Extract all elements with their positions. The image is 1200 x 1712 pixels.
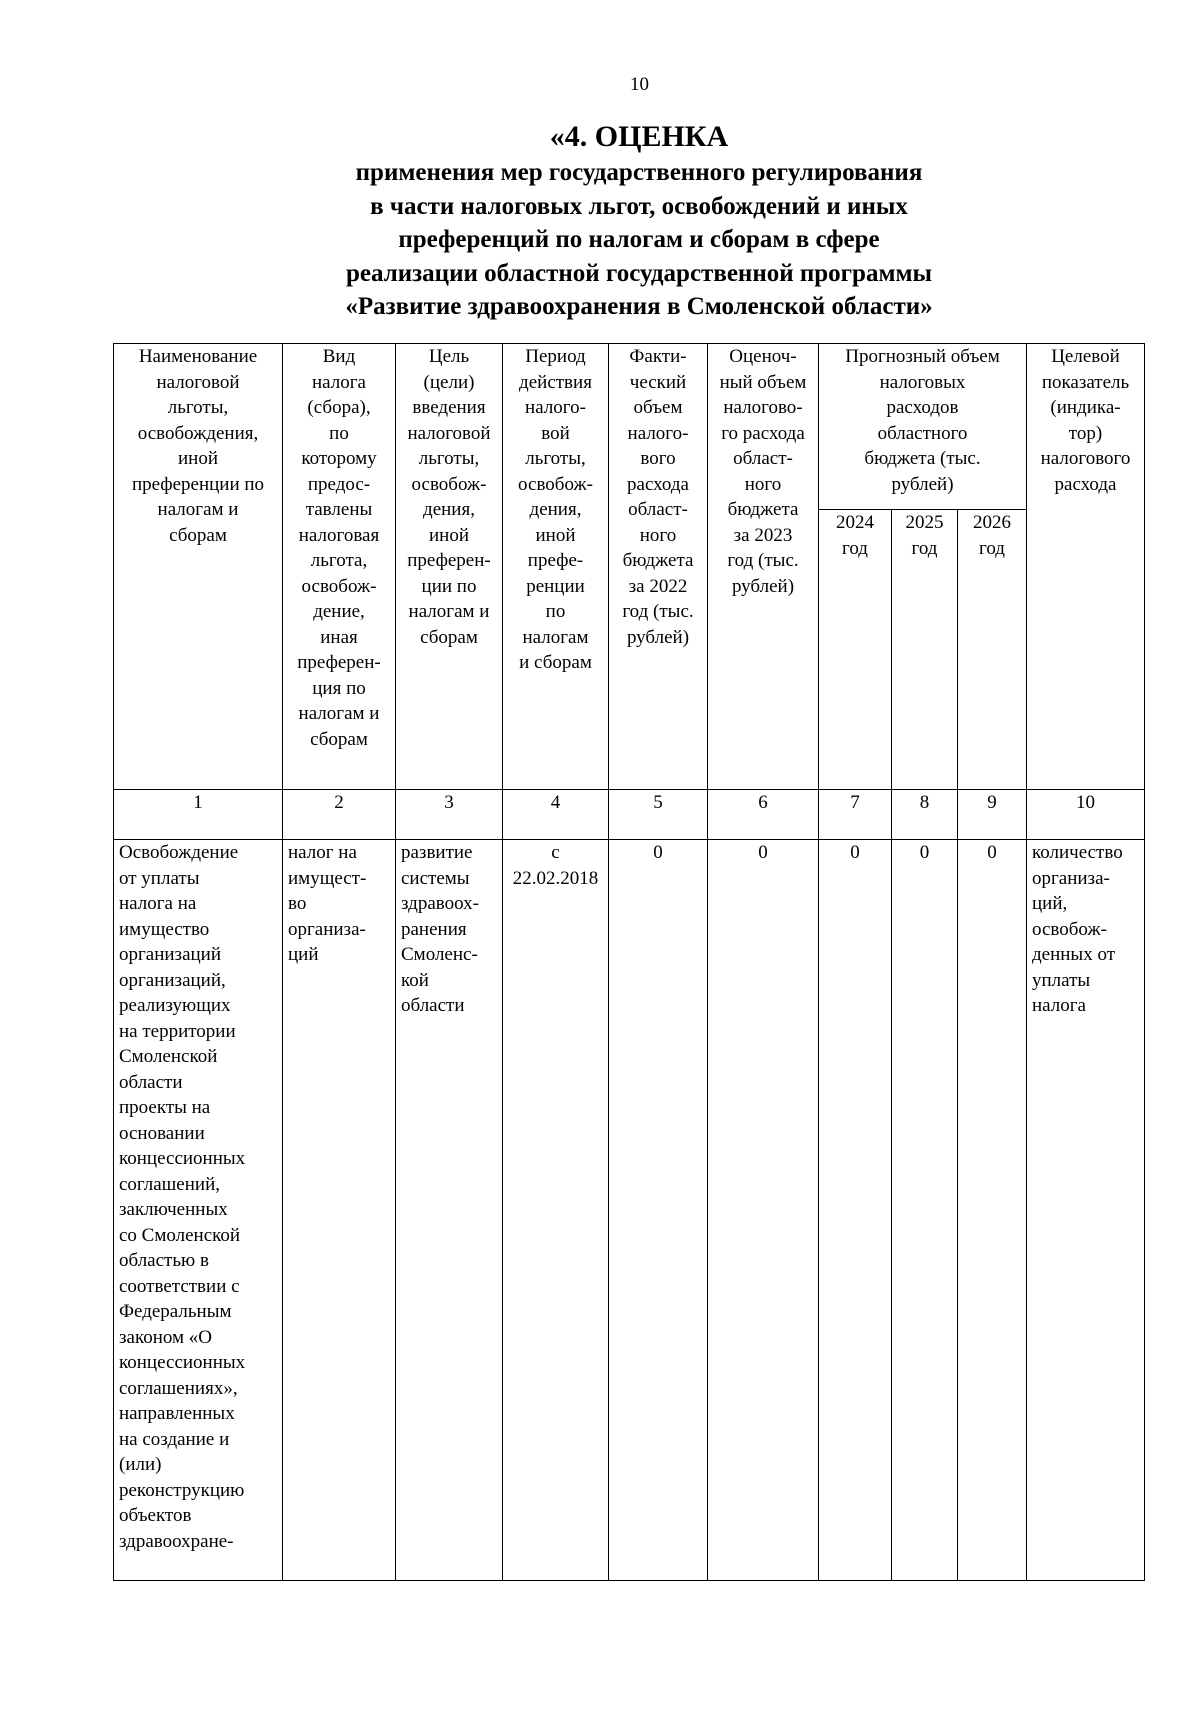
cell-text-line: денных от	[1032, 944, 1116, 965]
cell-text-line: област-	[628, 499, 688, 520]
cell-text-line: льготы,	[525, 448, 586, 469]
cell-text-line: Оценоч-	[729, 346, 797, 367]
cell-text-line: Смоленской	[119, 1046, 218, 1067]
cell-text-line: вого	[640, 448, 676, 469]
cell-text-line: по	[545, 601, 566, 622]
cell-text-line: (сбора),	[307, 397, 371, 418]
cell-text-line: тор)	[1068, 422, 1103, 444]
cell-forecast-2025: 0	[892, 840, 958, 1581]
cell-text-line: концессионных	[119, 1148, 246, 1169]
document-title	[239, 118, 1039, 324]
cell-text-line: налогам и	[298, 703, 380, 724]
column-number: 4	[503, 790, 609, 840]
column-number: 1	[114, 790, 283, 840]
cell-text-line: дения,	[529, 499, 582, 520]
cell-text-line: иной	[535, 524, 576, 546]
cell-text-line: количество	[1032, 842, 1123, 863]
header-estimated-2023	[708, 344, 819, 790]
cell-text-line: ренции	[526, 575, 585, 597]
tax-expenditure-table	[113, 343, 1145, 1581]
cell-text-line: по	[329, 422, 349, 444]
column-number: 6	[708, 790, 819, 840]
cell-text-line: бюджета	[622, 550, 694, 571]
cell-forecast-2024: 0	[819, 840, 892, 1581]
cell-text-line: основании	[119, 1122, 205, 1144]
cell-text-line: преферен-	[297, 652, 381, 673]
header-benefit-name	[114, 344, 283, 790]
cell-text-line: 22.02.2018	[512, 867, 599, 889]
cell-text-line: и сборам	[519, 652, 592, 673]
cell-text-line: ция по	[312, 677, 366, 699]
cell-tax-type	[283, 840, 396, 1581]
cell-text-line: рублей)	[731, 575, 795, 597]
cell-text-line: соглашений,	[119, 1173, 220, 1195]
cell-text-line: заключенных	[119, 1199, 228, 1220]
cell-text-line: законом «О	[119, 1326, 213, 1348]
cell-text-line: Период	[525, 346, 586, 367]
cell-text-line: здравоохране-	[119, 1530, 234, 1552]
header-forecast-group	[819, 344, 1027, 510]
cell-text-line: Федеральным	[119, 1301, 232, 1322]
cell-text-line: Факти-	[629, 346, 687, 367]
cell-text-line: со Смоленской	[119, 1224, 241, 1246]
cell-text-line: иной	[177, 448, 218, 469]
header-actual-2022	[609, 344, 708, 790]
cell-text-line: здравоох-	[401, 893, 479, 914]
cell-estimated-2023: 0	[708, 840, 819, 1581]
cell-text-line: налога	[312, 371, 366, 393]
cell-text-line: имущество	[119, 918, 210, 940]
cell-text-line: налоговая	[298, 524, 380, 546]
cell-text-line: дения,	[423, 499, 475, 520]
cell-text-line: год	[842, 537, 868, 559]
cell-text-line: рублей)	[626, 626, 690, 648]
cell-text-line: ного	[639, 524, 677, 546]
cell-text-line: соответствии с	[119, 1275, 240, 1297]
cell-text-line: освобож-	[1032, 918, 1107, 940]
cell-text-line: налогам и	[157, 499, 239, 520]
cell-text-line: Целевой	[1051, 346, 1120, 367]
cell-text-line: области	[401, 995, 465, 1016]
cell-text-line: иной	[428, 524, 469, 546]
cell-target-indicator	[1027, 840, 1145, 1581]
cell-text-line: префе-	[527, 550, 584, 571]
cell-text-line: направленных	[119, 1403, 235, 1424]
cell-text-line: налоговых	[879, 371, 966, 393]
cell-text-line: преференции по	[131, 473, 265, 495]
cell-text-line: Наименование	[138, 346, 258, 367]
cell-text-line: налого-	[525, 397, 586, 418]
cell-text-line: ного	[744, 473, 782, 495]
cell-text-line: на территории	[119, 1020, 236, 1042]
cell-text-line: ций,	[1032, 893, 1068, 914]
cell-text-line: организаций,	[119, 969, 226, 991]
cell-text-line: (цели)	[423, 371, 475, 393]
cell-benefit-name	[114, 840, 283, 1581]
cell-text-line: ции по	[421, 575, 477, 597]
cell-period	[503, 840, 609, 1581]
cell-text-line: проекты на	[119, 1097, 211, 1118]
cell-text-line: дение,	[313, 601, 365, 622]
cell-text-line: во	[288, 893, 307, 914]
cell-text-line: расхода	[1054, 473, 1117, 495]
cell-goal	[396, 840, 503, 1581]
cell-text-line: преферен-	[407, 550, 491, 571]
header-period	[503, 344, 609, 790]
cell-text-line: Прогнозный объем	[845, 346, 1000, 367]
header-goal	[396, 344, 503, 790]
cell-text-line: расходов	[886, 397, 959, 418]
cell-text-line: ный объем	[719, 371, 807, 393]
cell-text-line: ций	[288, 944, 319, 965]
cell-text-line: реализующих	[119, 995, 231, 1016]
cell-text-line: тавлены	[305, 499, 373, 520]
cell-text-line: налогам	[522, 626, 589, 648]
cell-text-line: сборам	[420, 626, 478, 648]
cell-text-line: объем	[633, 397, 683, 418]
cell-text-line: областью в	[119, 1250, 209, 1271]
cell-text-line: год	[911, 537, 938, 559]
cell-text-line: налог на	[288, 842, 357, 863]
cell-text-line: бюджета	[727, 499, 799, 520]
header-year-2025	[892, 510, 958, 790]
title-line: в части налоговых льгот, освобождений и иных	[370, 192, 908, 220]
page-number: 10	[630, 74, 649, 95]
cell-text-line: освобож-	[301, 575, 377, 597]
column-number-row	[114, 790, 1145, 840]
column-number: 10	[1027, 790, 1145, 840]
cell-text-line: освобож-	[411, 473, 487, 495]
cell-text-line: от уплаты	[119, 867, 200, 889]
cell-text-line: имущест-	[288, 867, 367, 889]
column-number: 8	[892, 790, 958, 840]
cell-text-line: (или)	[119, 1454, 162, 1475]
cell-text-line: объектов	[119, 1505, 192, 1526]
cell-text-line: уплаты	[1032, 969, 1091, 991]
cell-text-line: 2026	[973, 512, 1011, 533]
column-number: 2	[283, 790, 396, 840]
cell-actual-2022: 0	[609, 840, 708, 1581]
cell-text-line: год	[979, 537, 1005, 559]
cell-text-line: налого-	[627, 422, 689, 444]
title-line: реализации областной государственной программы	[345, 259, 933, 287]
cell-text-line: областного	[877, 422, 968, 444]
cell-text-line: (индика-	[1050, 397, 1121, 418]
cell-text-line: год (тыс.	[727, 550, 799, 571]
cell-text-line: ранения	[401, 918, 467, 940]
cell-text-line: организаций	[119, 944, 222, 965]
cell-text-line: организа-	[1032, 867, 1110, 889]
header-year-2024	[819, 510, 892, 790]
cell-text-line: показатель	[1041, 371, 1130, 393]
cell-text-line: налоговой	[407, 422, 491, 444]
cell-text-line: соглашениях»,	[119, 1377, 238, 1399]
cell-text-line: льготы,	[418, 448, 480, 469]
cell-text-line: действия	[519, 371, 592, 393]
cell-text-line: освобож-	[518, 473, 593, 495]
cell-text-line: Вид	[322, 346, 356, 367]
title-line: «Развитие здравоохранения в Смоленской области»	[345, 293, 933, 320]
cell-text-line: налогово-	[723, 397, 803, 418]
cell-text-line: налогового	[1040, 448, 1131, 469]
header-target-indicator	[1027, 344, 1145, 790]
cell-text-line: кой	[401, 969, 429, 991]
cell-forecast-2026: 0	[958, 840, 1027, 1581]
cell-text-line: введения	[412, 397, 486, 418]
header-year-2026	[958, 510, 1027, 790]
cell-text-line: налога	[1032, 995, 1086, 1016]
title-line: преференций по налогам и сборам в сфере	[398, 226, 880, 253]
table-row	[114, 840, 1145, 1581]
cell-text-line: го расхода	[721, 422, 805, 444]
cell-text-line: Цель	[428, 346, 470, 367]
cell-text-line: на создание и	[119, 1428, 230, 1450]
cell-text-line: налогам и	[408, 601, 490, 622]
column-number: 3	[396, 790, 503, 840]
cell-text-line: освобождения,	[137, 422, 259, 444]
cell-text-line: 2024	[836, 512, 874, 533]
cell-text-line: бюджета (тыс.	[864, 448, 981, 469]
cell-text-line: рублей)	[891, 473, 954, 495]
cell-text-line: иная	[320, 626, 358, 648]
title-line: применения мер государственного регулирования	[355, 159, 923, 186]
cell-text-line: льготы,	[167, 397, 229, 418]
cell-text-line: льгота,	[310, 550, 368, 571]
column-number: 9	[958, 790, 1027, 840]
cell-text-line: област-	[733, 448, 793, 469]
cell-text-line: организа-	[288, 918, 366, 940]
cell-text-line: сборам	[169, 524, 227, 546]
header-row	[114, 344, 1145, 510]
column-number: 7	[819, 790, 892, 840]
cell-text-line: предос-	[307, 473, 371, 495]
cell-text-line: за 2022	[628, 575, 688, 597]
column-number: 5	[609, 790, 708, 840]
cell-text-line: за 2023	[733, 524, 793, 546]
cell-text-line: налоговой	[156, 371, 240, 393]
cell-text-line: Освобождение	[119, 842, 239, 863]
cell-text-line: 2025	[905, 512, 944, 533]
cell-text-line: области	[119, 1071, 183, 1093]
cell-text-line: год (тыс.	[622, 601, 694, 622]
cell-text-line: развитие	[401, 842, 473, 863]
cell-text-line: расхода	[627, 473, 689, 495]
cell-text-line: системы	[401, 867, 470, 889]
cell-text-line: сборам	[310, 728, 368, 750]
cell-text-line: вой	[541, 422, 570, 444]
cell-text-line: реконструкцию	[119, 1479, 245, 1501]
cell-text-line: с	[551, 842, 560, 863]
cell-text-line: налога на	[119, 893, 197, 914]
cell-text-line: Смоленс-	[401, 944, 478, 965]
title-main: «4. ОЦЕНКА	[549, 120, 729, 153]
cell-text-line: которому	[301, 448, 377, 469]
header-tax-type	[283, 344, 396, 790]
cell-text-line: ческий	[629, 371, 687, 393]
cell-text-line: концессионных	[119, 1352, 246, 1373]
